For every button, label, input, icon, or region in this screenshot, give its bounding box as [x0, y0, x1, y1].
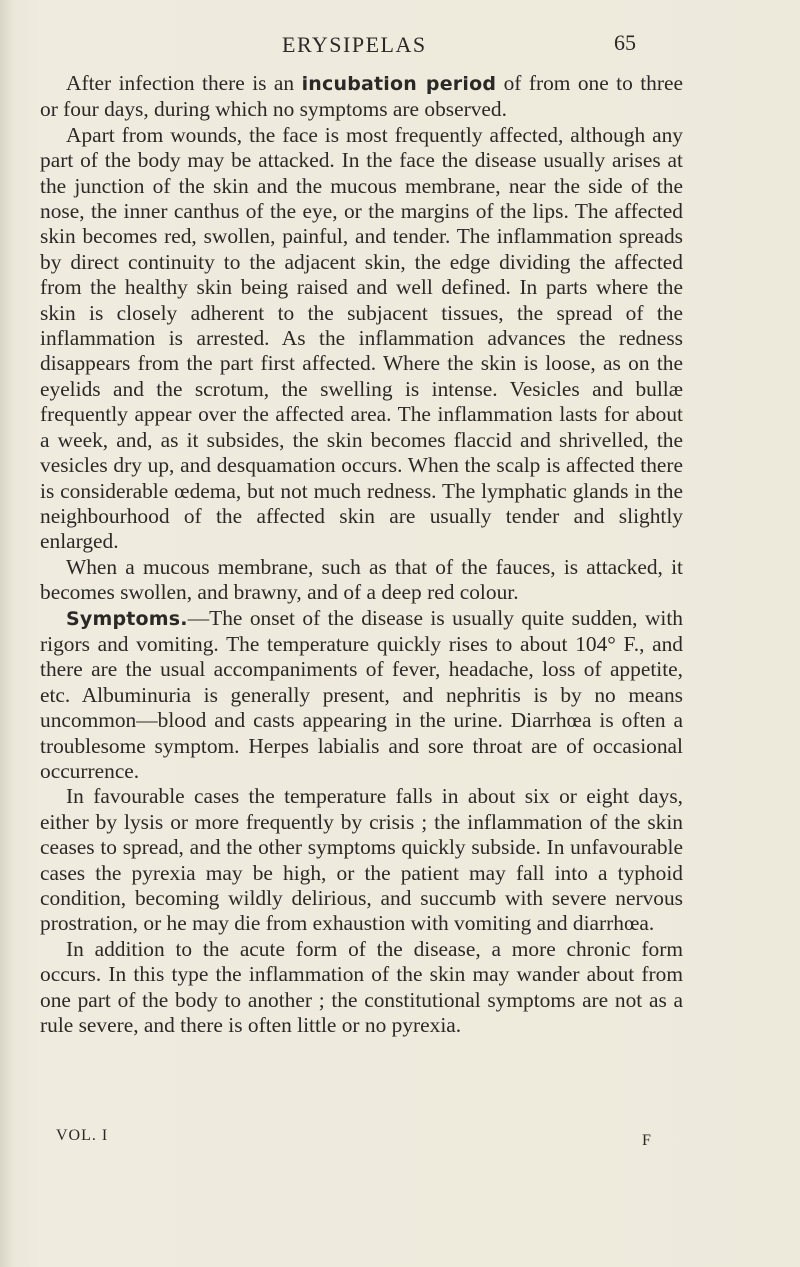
incubation-period-term: incubation period — [301, 73, 497, 95]
paragraph-local-signs: Apart from wounds, the face is most frequently affected, although any part of the body may be attacked. In the face the disease usually arises at the junction of the skin and the mucous membrane, near the side of the nose, the inner canthus of the eye, or the margins of the lips. The affected skin becomes red, swollen, painful, and tender. The inflammation spreads by direct continuity to the adjacent skin, the edge dividing the affected from the healthy skin being raised and well defined. In parts where the skin is closely adherent to the subjacent tissues, the spread of the inflammation is arrested. As the inflammation advances the redness disappears from the part first affected. Where the skin is loose, as on the eyelids and the scrotum, the swelling is intense. Vesicles and bullæ frequently appear over the affected area. The inflammation lasts for about a week, and, as it subsides, the skin becomes flaccid and shrivelled, the vesicles dry up, and desquamation occurs. When the scalp is affected there is considerable œdema, but not much redness. The lymphatic glands in the neighbourhood of the affected skin are usually tender and slightly enlarged. — [40, 122, 683, 554]
paragraph-course: In favourable cases the temperature falls in about six or eight days, either by lysis or more frequently by crisis ; the inflammation of the skin ceases to spread, and the other symptoms quickly subside. In unfavourable cases the pyrexia may be high, or the patient may fall into a typhoid condition, becoming wildly delirious, and succumb with severe nervous prostration, or he may die from exhaustion with vomiting and diarrhœa. — [40, 784, 683, 936]
page-number: 65 — [614, 30, 636, 55]
page-footer — [0, 1127, 800, 1157]
paragraph-symptoms: Symptoms.—The onset of the disease is usually quite sudden, with rigors and vomiting. The temperature quickly rises to about 104° F., and there are the usual accompaniments of fever, headache, loss of appetite, etc. Albuminuria is generally present, and nephritis is by no means uncommon—blood and casts appearing in the urine. Diarrhœa is often a troublesome symptom. Herpes labialis and sore throat are of occasional occurrence. — [40, 605, 683, 783]
signature-mark: F — [642, 1132, 651, 1149]
page-header — [0, 30, 800, 64]
paragraph-incubation: After infection there is an incubation period of from one to three or four days, during which no symptoms are observed. — [40, 71, 683, 122]
volume-mark: VOL. I — [56, 1127, 109, 1144]
symptoms-heading: Symptoms. — [66, 607, 188, 630]
body-text — [40, 71, 683, 1038]
running-title: ERYSIPELAS — [282, 32, 427, 57]
paragraph-mucous-membrane: When a mucous membrane, such as that of the fauces, is attacked, it becomes swollen, and brawny, and of a deep red colour. — [40, 554, 683, 605]
paragraph-chronic-form: In addition to the acute form of the disease, a more chronic form occurs. In this type the inflammation of the skin may wander about from one part of the body to another ; the constitutional symptoms are not as a rule severe, and there is often little or no pyrexia. — [40, 936, 683, 1038]
